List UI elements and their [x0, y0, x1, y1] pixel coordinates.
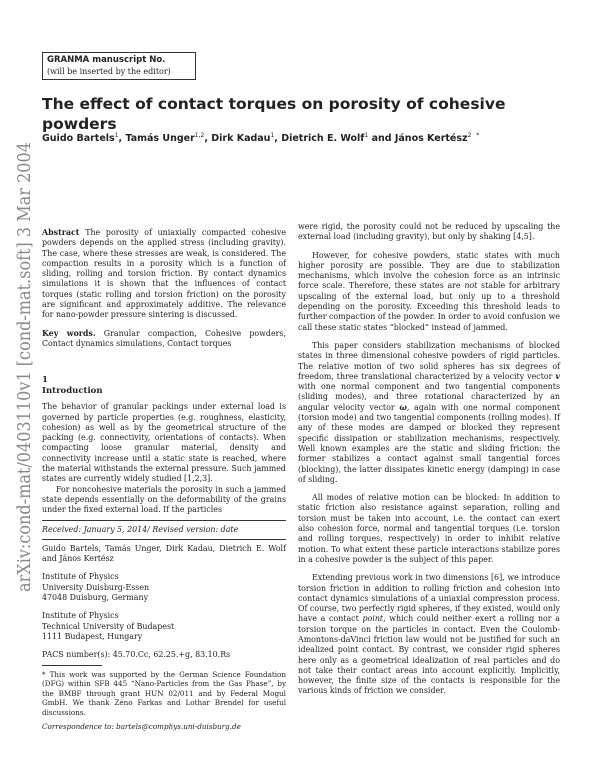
intro-paragraph-1: The behavior of granular packings under external load is governed by particle properties (e.g. roughness, elasticity, cohesion) as well as by the geometrical structure of the packing (e.g. connectivity, orientations of contacts). When compacting loose granular material, density and connectivity increase until a static state is reached, where the material withstands the external pressure. Such jammed states are currently widely studied [1,2,3]. [42, 402, 286, 484]
paragraph-relative-motion: All modes of relative motion can be blocked: In addition to static friction also resistance against separation, rolling and torsion must be taken into account, i.e. the contact can exert also cohesion force, normal and tangential torques (i.e. torsion and rolling torques, respectively) in order to inhibit relative motion. To what extent these particle interactions stabilize pores in a cohesive powder is the subject of this paper. [298, 493, 560, 564]
paper-title: The effect of contact torques on porosity of cohesive powders [42, 95, 506, 133]
arxiv-identifier: arXiv:cond-mat/0403110v1 [cond-mat.soft] 3 Mar 2004 [15, 102, 35, 592]
footnote-divider [42, 665, 102, 666]
text-run: not [464, 281, 478, 291]
keywords-label: Key words. [42, 328, 96, 338]
text-run: with one normal component and two tangential components (sliding modes), and three rotational characterized by an angular velocity vector [298, 382, 560, 412]
divider [42, 520, 286, 521]
text-run: , again with one normal component (torsion mode) and two tangential components (rolling modes). If any of these modes are damped or blocked they represent specific dissipation or stabilization mechanisms, respectively. Well known examples are the static and sliding friction: the former stabilizes a contact against small tangential forces (blocking), the latter dissipates kinetic energy (damping) in case of sliding. [298, 402, 560, 484]
text-run: This paper considers stabilization mechanisms of blocked states in three dimensional cohesive powders of rigid particles. The relative motion of two solid spheres has six degrees of freedom, three translational characterized by a velocity vector [298, 340, 560, 381]
author-name: Tamás Unger [125, 133, 195, 145]
affiliation-mark: 1,2 [194, 132, 205, 139]
address-line: Institute of Physics [42, 611, 119, 621]
separator: , [274, 133, 282, 145]
keywords-text: Granular compaction, Cohesive powders, Contact dynamics simulations, Contact torques [42, 328, 286, 348]
funding-footnote: * This work was supported by the German Science Foundation (DFG) within SFB 445 “Nano-Particles from the Gas Phase”, by the BMBF through grant HUN 02/011 and by Federal Mogul GmbH. We thank Zéno Farkas and Lothar Brendel for useful discussions. [42, 669, 286, 717]
address-budapest [42, 611, 286, 642]
correspondence: Correspondence to: bartels@comphys.uni-duisburg.de [42, 722, 241, 732]
paragraph-stabilization [298, 341, 560, 485]
text-run: However, for cohesive powders, static states with much higher porosity are possible. They are due to stabilization mechanisms, which involve the cohesion force as an intrinsic force scale. Therefore, these states are [298, 250, 560, 291]
text-run: , which could neither exert a rolling nor a torsion torque on the particles in contact. Even the Coulomb-Amontons-daVinci friction law would not be justified for such an idealized point contact. By contrast, we consider rigid spheres here only as a geometrical idealization of real particles and do not take their contact areas into account explicitly. Implicitly, however, the finite size of the contacts is responsible for the various kinds of friction we consider. [298, 614, 560, 696]
section-title: Introduction [42, 386, 103, 397]
footnote-mark: * [476, 132, 480, 139]
address-line: University Duisburg-Essen [42, 582, 150, 592]
address-duisburg [42, 572, 286, 603]
author-name: Dirk Kadau [211, 133, 271, 145]
pacs-numbers: PACS number(s): 45.70.Cc, 62.25.+g, 83.10.Rs [42, 650, 231, 660]
abstract-label: Abstract [42, 228, 80, 237]
separator: , [204, 133, 212, 145]
text-run: ω [399, 402, 407, 412]
right-column [298, 222, 560, 697]
affiliation-mark: 1 [364, 132, 369, 139]
manuscript-label: GRANMA manuscript No. [47, 55, 166, 65]
text-run: stable for arbitrary upscaling of the external load, but only up to a threshold depending on the porosity. Exceeding this threshold leads to further compaction of the powder. In order to avoid confusion we call these static states “blocked” instead of jammed. [298, 281, 560, 332]
arxiv-stamp [0, 0, 40, 776]
author-name: Guido Bartels [42, 133, 115, 145]
author-list: Guido Bartels, Tamás Unger, Dirk Kadau, Dietrich E. Wolf and János Kertész [42, 543, 286, 564]
separator: , [118, 133, 126, 145]
paragraph-rigid: were rigid, the porosity could not be reduced by upscaling the external load (including gravity), but only by shaking [4,5]. [298, 222, 560, 242]
affiliation-mark: 1 [270, 132, 275, 139]
intro-paragraph-2: For noncohesive materials the porosity in such a jammed state depends essentially on the deformability of the grains under the fixed external load. If the particles [42, 484, 286, 515]
text-run: Extending previous work in two dimensions [6], we introduce torsion friction in addition to rolling friction and cohesion into contact dynamics simulations of a uniaxial compression process. Of course, two perfectly rigid spheres, if they existed, would only have a contact [298, 573, 560, 624]
affiliation-mark: 1 [114, 132, 119, 139]
text-run: point [362, 614, 384, 624]
author-name: János Kertész [394, 133, 468, 145]
address-line: Technical University of Budapest [42, 621, 175, 631]
author-line [42, 129, 562, 146]
keywords [42, 329, 286, 350]
divider [42, 539, 286, 540]
text-run: v [555, 371, 560, 381]
editor-note: (will be inserted by the editor) [47, 67, 171, 76]
address-line: 47048 Duisburg, Germany [42, 593, 149, 603]
separator: and [368, 133, 395, 145]
abstract-text: The porosity of uniaxially compacted cohesive powders depends on the applied stress (including gravity). The case, where these stresses are weak, is considered. The compaction results in a porosity which is a function of sliding, rolling and torsion friction. By contact dynamics simulations it is shown that the influences of contact torques (static rolling and torsion friction) on the porosity are significant and approximately additive. The relevance for nano-powder pressure sintering is discussed. [42, 228, 286, 320]
received-date: Received: January 5, 2014/ Revised version: date [42, 524, 239, 534]
address-line: 1111 Budapest, Hungary [42, 631, 143, 641]
paragraph-cohesive [298, 251, 560, 333]
left-column [42, 228, 286, 732]
paragraph-extending [298, 573, 560, 697]
affiliation-mark: 2 [467, 132, 472, 139]
section-number: 1 [42, 375, 48, 386]
address-line: Institute of Physics [42, 572, 119, 582]
manuscript-header-box [42, 52, 196, 80]
author-name: Dietrich E. Wolf [281, 133, 365, 145]
abstract [42, 228, 286, 321]
